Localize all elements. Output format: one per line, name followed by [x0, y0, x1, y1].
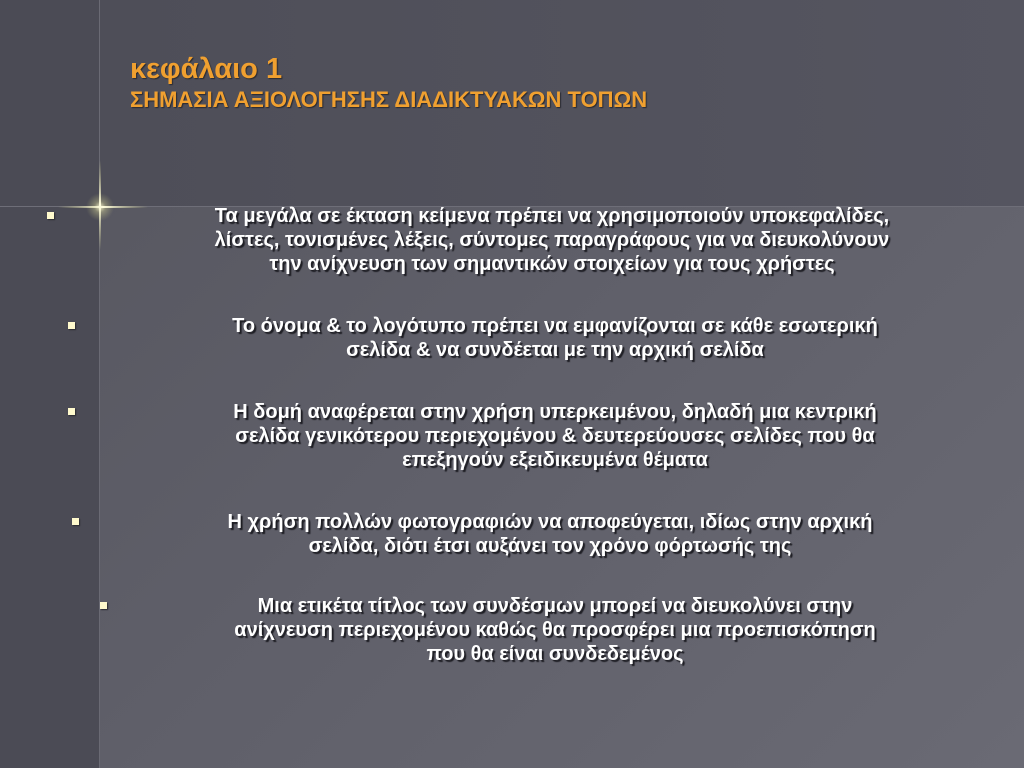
bullet-text — [130, 510, 970, 558]
bullet-line: Μια ετικέτα τίτλος των συνδέσμων μπορεί να διευκολύνει στην — [257, 595, 853, 617]
bullet-text — [120, 594, 990, 666]
bullet-marker — [100, 602, 107, 609]
bullet-marker — [47, 212, 54, 219]
bullet-line: Η χρήση πολλών φωτογραφιών να αποφεύγεται, ιδίως στην αρχική — [227, 511, 873, 533]
bullet-text — [100, 204, 1004, 276]
bullet-line: Το όνομα & το λογότυπο πρέπει να εμφανίζονται σε κάθε εσωτερική — [232, 315, 878, 337]
left-margin-panel — [0, 0, 100, 768]
bullet-line: Η δομή αναφέρεται στην χρήση υπερκειμένου, δηλαδή μια κεντρική — [233, 401, 877, 423]
bullet-line: την ανίχνευση των σημαντικών στοιχείων για τους χρήστες — [269, 253, 835, 275]
bullet-line: Τα μεγάλα σε έκταση κείμενα πρέπει να χρησιμοποιούν υποκεφαλίδες, — [214, 205, 890, 227]
bullet-line: ανίχνευση περιεχομένου καθώς θα προσφέρει μια προεπισκόπηση — [234, 619, 876, 641]
vertical-divider — [99, 0, 100, 768]
bullet-text — [130, 314, 980, 362]
bullet-marker — [68, 322, 75, 329]
bullet-marker — [72, 518, 79, 525]
bullet-text — [130, 400, 980, 472]
bullet-line: επεξηγούν εξειδικευμένα θέματα — [402, 449, 708, 471]
bullet-line: λίστες, τονισμένες λέξεις, σύντομες παραγράφους για να διευκολύνουν — [214, 229, 890, 251]
bullet-marker — [68, 408, 75, 415]
slide-title-block — [130, 52, 647, 114]
slide-subtitle: ΣΗΜΑΣΙΑ ΑΞΙΟΛΟΓΗΣΗΣ ΔΙΑΔΙΚΤΥΑΚΩΝ ΤΟΠΩΝ — [130, 87, 648, 112]
bullet-line: που θα είναι συνδεδεμένος — [426, 643, 684, 665]
bullet-line: σελίδα & να συνδέεται με την αρχική σελίδα — [346, 339, 764, 361]
slide-title: κεφάλαιο 1 — [130, 53, 283, 85]
bullet-line: σελίδα, διότι έτσι αυξάνει τον χρόνο φόρτωσής της — [308, 535, 792, 557]
bullet-line: σελίδα γενικότερου περιεχομένου & δευτερεύουσες σελίδες που θα — [235, 425, 875, 447]
